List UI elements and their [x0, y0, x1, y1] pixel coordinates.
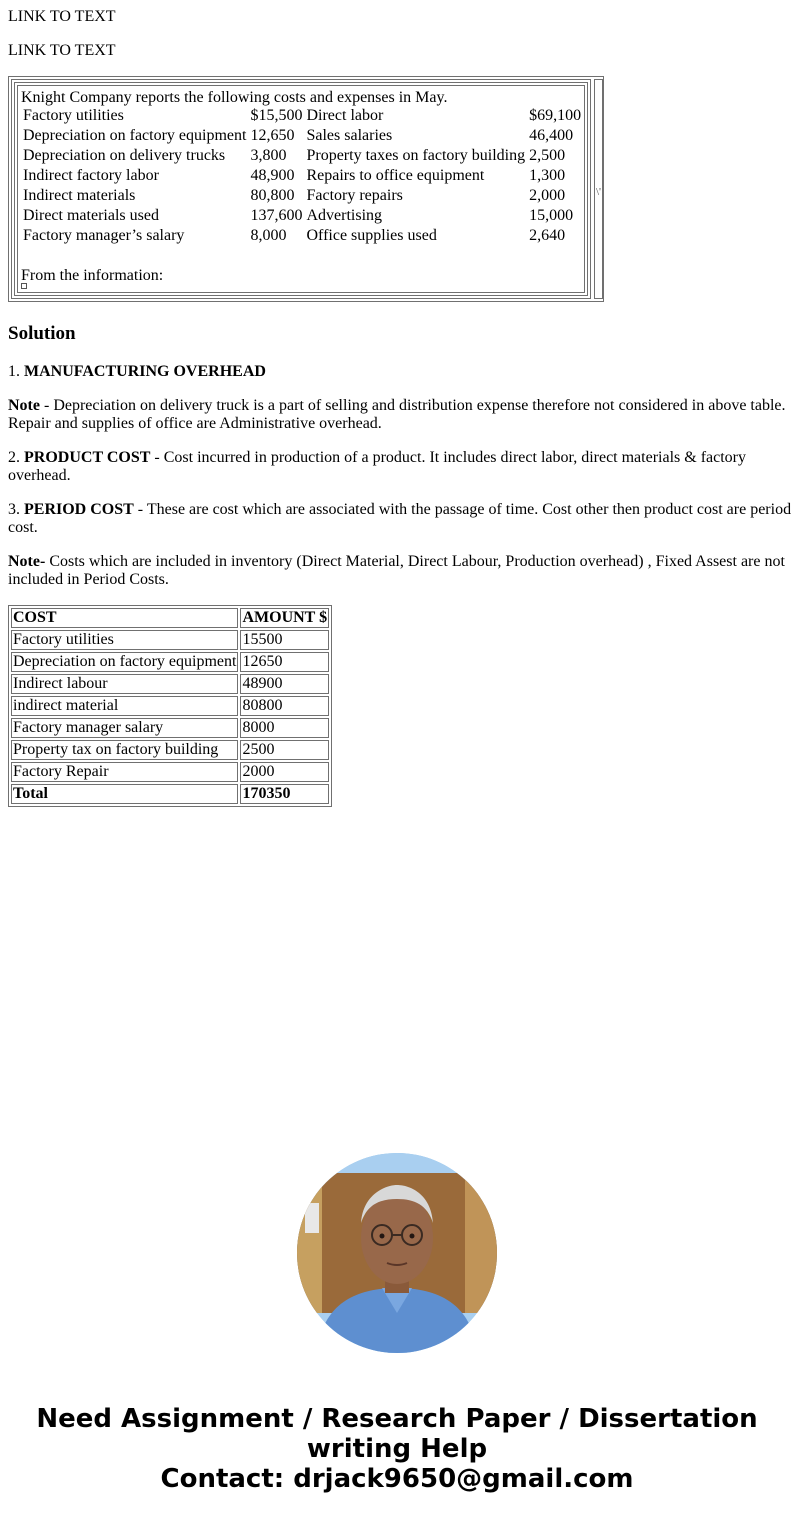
- problem-cost-cell: 15,000: [529, 207, 574, 224]
- problem-cost-table: [21, 106, 583, 246]
- problem-cost-cell: Depreciation on delivery trucks: [23, 147, 226, 164]
- overhead-cost-cell: Depreciation on factory equipment: [13, 653, 237, 670]
- problem-cost-cell: 3,800: [250, 147, 287, 164]
- promo-line-1: Need Assignment / Research Paper / Dissertation: [36, 1404, 758, 1434]
- overhead-cost-cell: Factory utilities: [11, 630, 238, 650]
- solution-heading: Solution: [8, 323, 76, 344]
- overhead-amount-cell: 12650: [240, 652, 329, 672]
- overhead-table: [8, 605, 332, 807]
- overhead-header-row: [11, 608, 329, 628]
- overhead-total-label: Total: [11, 784, 238, 804]
- problem-cost-row: [21, 166, 583, 186]
- overhead-cost-cell: Property tax on factory building: [11, 740, 238, 760]
- promo-banner: [0, 1404, 794, 1494]
- problem-cost-cell: Indirect materials: [23, 187, 136, 204]
- overhead-row: [11, 740, 329, 760]
- problem-cost-cell: Office supplies used: [306, 227, 437, 244]
- overhead-amount-cell: 2000: [240, 762, 329, 782]
- overhead-row: [11, 630, 329, 650]
- item-manufacturing-overhead: 1. MANUFACTURING OVERHEAD: [8, 363, 266, 380]
- problem-cost-row: [21, 126, 583, 146]
- problem-cost-row: [21, 146, 583, 166]
- problem-cost-row: [21, 186, 583, 206]
- problem-cost-cell: 2,640: [529, 227, 566, 244]
- problem-cost-cell: 80,800: [250, 187, 295, 204]
- overhead-total-row: [11, 784, 329, 804]
- item-product-cost: 2. PRODUCT COST - Cost incurred in production of a product. It includes direct labor, direct materials & factory overhead.: [8, 449, 746, 484]
- problem-cost-cell: $15,500: [250, 107, 303, 124]
- overhead-amount-cell: 2500: [240, 740, 329, 760]
- problem-cost-cell: 46,400: [529, 127, 574, 144]
- problem-cost-cell: 2,500: [529, 147, 566, 164]
- problem-cost-cell: Factory manager’s salary: [23, 227, 185, 244]
- note-1: Note - Depreciation on delivery truck is a part of selling and distribution expense therefore not considered in above table. Repair and supplies of office are Administrative overhead.: [8, 397, 786, 432]
- problem-cost-cell: $69,100: [529, 107, 582, 124]
- problem-cost-cell: 2,000: [529, 187, 566, 204]
- overhead-amount-cell: 48900: [240, 674, 329, 694]
- overhead-amount-cell: 80800: [240, 696, 329, 716]
- problem-cost-cell: Indirect factory labor: [23, 167, 159, 184]
- overhead-row: [11, 762, 329, 782]
- problem-cost-cell: Factory repairs: [306, 187, 403, 204]
- overhead-cost-cell: Factory manager salary: [11, 718, 238, 738]
- stray-mark: \': [596, 186, 602, 198]
- problem-cost-cell: Advertising: [306, 207, 383, 224]
- note-2: Note- Costs which are included in inventory (Direct Material, Direct Labour, Production overhead) , Fixed Assest are not included in Period Costs.: [8, 553, 785, 588]
- portrait-image: [297, 1153, 497, 1353]
- item-period-cost: 3. PERIOD COST - These are cost which are associated with the passage of time. Cost other then product cost are period cost.: [8, 501, 792, 536]
- problem-cost-cell: Factory utilities: [23, 107, 124, 124]
- problem-cost-cell: Sales salaries: [306, 127, 393, 144]
- problem-cost-cell: 12,650: [250, 127, 295, 144]
- problem-cost-cell: 48,900: [250, 167, 295, 184]
- link-to-text-1[interactable]: LINK TO TEXT: [8, 8, 116, 25]
- problem-cost-cell: Repairs to office equipment: [306, 167, 485, 184]
- problem-cost-cell: 137,600: [250, 207, 303, 224]
- overhead-amount-cell: 8000: [240, 718, 329, 738]
- problem-cost-cell: Direct labor: [306, 107, 384, 124]
- link-to-text-2[interactable]: LINK TO TEXT: [8, 42, 116, 59]
- overhead-row: [11, 696, 329, 716]
- problem-cost-cell: Depreciation on factory equipment: [23, 127, 247, 144]
- problem-cost-cell: 1,300: [529, 167, 566, 184]
- promo-line-3[interactable]: Contact: drjack9650@gmail.com: [160, 1464, 634, 1494]
- overhead-total-value: 170350: [240, 784, 329, 804]
- overhead-cost-cell: indirect material: [11, 696, 238, 716]
- header-amount: AMOUNT $: [242, 609, 328, 626]
- problem-cost-cell: 8,000: [250, 227, 287, 244]
- broken-image-icon: [21, 283, 27, 289]
- author-photo: [297, 1153, 497, 1353]
- problem-from-text: From the information:: [21, 267, 164, 284]
- overhead-cost-cell: Indirect labour: [11, 674, 238, 694]
- overhead-row: [11, 674, 329, 694]
- overhead-row: [11, 652, 329, 672]
- header-cost: COST: [11, 608, 238, 628]
- problem-box: [8, 76, 604, 302]
- problem-cost-row: [21, 206, 583, 226]
- problem-cost-cell: Direct materials used: [23, 207, 159, 224]
- overhead-row: [11, 718, 329, 738]
- promo-line-2: writing Help: [306, 1434, 488, 1464]
- problem-intro: Knight Company reports the following costs and expenses in May.: [21, 89, 448, 106]
- overhead-cost-cell: Factory Repair: [11, 762, 238, 782]
- problem-cost-cell: Property taxes on factory building: [306, 147, 526, 164]
- overhead-amount-cell: 15500: [240, 630, 329, 650]
- problem-cost-row: [21, 226, 583, 246]
- problem-cost-row: [21, 106, 583, 126]
